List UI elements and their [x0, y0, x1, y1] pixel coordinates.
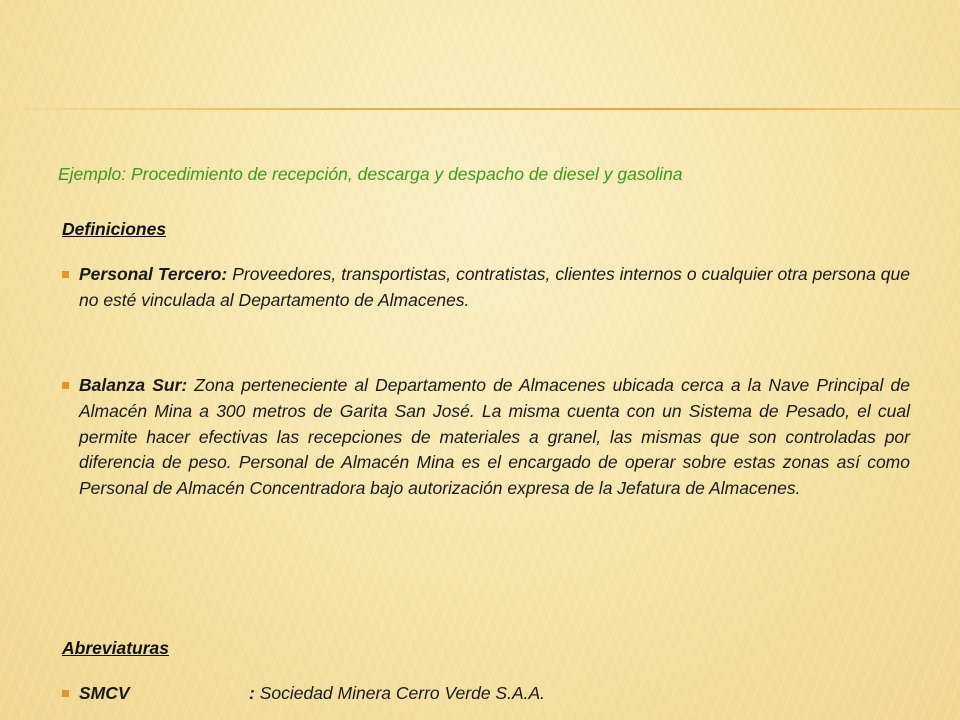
abbreviation-separator: :: [249, 683, 255, 703]
definition-term: Balanza Sur: [79, 375, 182, 395]
definition-term: Personal Tercero: [79, 264, 222, 284]
definition-text: Zona perteneciente al Departamento de Almacenes ubicada cerca a la Nave Principal de Almacén Mina a 300 metros de Garita San José. La misma cuenta con un Sistema de Pesado, el cual permite hacer efectivas las recepciones de materiales a granel, las mismas que son controladas por diferencia de peso. Personal de Almacén Mina es el encargado de operar sobre estas zonas así como Personal de Almacén Concentradora bajo autorización expresa de la Jefatura de Almacenes.: [79, 375, 910, 499]
abbreviation-item: [62, 681, 910, 707]
abbreviation-text: Sociedad Minera Cerro Verde S.A.A.: [254, 683, 546, 703]
square-bullet-icon: [62, 382, 69, 389]
definitions-heading: Definiciones: [62, 219, 167, 239]
decorative-rule: [0, 108, 960, 110]
definition-item: [62, 262, 910, 314]
abbreviation-term: SMCV: [79, 683, 130, 703]
abbreviations-heading: Abreviaturas: [62, 638, 169, 658]
definition-separator: :: [181, 375, 188, 395]
slide-subtitle: Ejemplo: Procedimiento de recepción, descarga y despacho de diesel y gasolina: [58, 164, 683, 184]
square-bullet-icon: [62, 690, 69, 697]
definition-text: Proveedores, transportistas, contratistas, clientes internos o cualquier otra persona que no esté vinculada al Departamento de Almacenes.: [79, 264, 910, 310]
square-bullet-icon: [62, 271, 69, 278]
definition-separator: :: [221, 264, 228, 284]
definition-item: [62, 373, 910, 502]
